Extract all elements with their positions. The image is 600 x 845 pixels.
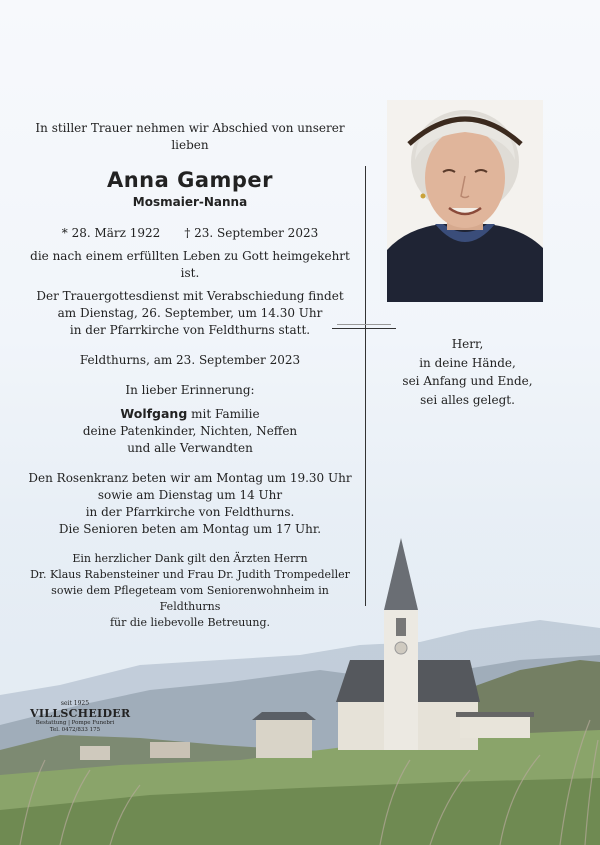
thanks-line: Ein herzlicher Dank gilt den Ärzten Herrn bbox=[72, 552, 308, 565]
mourner-rest: mit Familie bbox=[187, 407, 260, 421]
thanks-line: für die liebevolle Betreuung. bbox=[109, 616, 271, 629]
logo-subtitle: Bestattung | Pompe Funebri bbox=[35, 720, 115, 726]
poem-line: in deine Hände, bbox=[419, 355, 516, 370]
logo-since: seit 1925 bbox=[60, 700, 90, 707]
life-dates bbox=[20, 225, 360, 242]
poem-line: sei alles gelegt. bbox=[420, 392, 515, 407]
rosary-line: Die Senioren beten am Montag um 17 Uhr. bbox=[58, 522, 322, 536]
deceased-name: Anna Gamper bbox=[106, 168, 274, 192]
poem-line: sei Anfang und Ende, bbox=[402, 374, 533, 388]
mourner-line: deine Patenkinder, Nichten, Neffen bbox=[82, 424, 298, 438]
poem-line: Herr, bbox=[451, 337, 484, 351]
cross-vertical bbox=[365, 166, 366, 606]
cross-horizontal bbox=[332, 328, 396, 329]
service-line: Der Trauergottesdienst mit Verabschiedung findet bbox=[36, 289, 344, 303]
service-block bbox=[20, 288, 360, 339]
intro-line: In stiller Trauer nehmen wir Abschied von unserer lieben bbox=[35, 121, 345, 152]
funeral-home-logo bbox=[30, 700, 131, 734]
logo-phone: Tel. 0472/833 175 bbox=[49, 727, 101, 733]
logo-brand: VILLSCHEIDER bbox=[30, 707, 131, 720]
service-line: am Dienstag, 26. September, um 14.30 Uhr bbox=[57, 306, 323, 320]
death-date: † 23. September 2023 bbox=[184, 226, 319, 240]
rosary-block bbox=[20, 470, 360, 538]
mourner-name: Wolfgang bbox=[120, 406, 188, 421]
cross-horizontal-shadow bbox=[337, 324, 391, 325]
deceased-nickname: Mosmaier-Nanna bbox=[132, 195, 248, 209]
mourner-line: und alle Verwandten bbox=[127, 441, 253, 455]
place-date: Feldthurns, am 23. September 2023 bbox=[79, 353, 301, 367]
portrait-illustration bbox=[387, 100, 543, 302]
poem bbox=[385, 335, 550, 409]
portrait-photo bbox=[387, 100, 543, 302]
service-line: in der Pfarrkirche von Feldthurns statt. bbox=[69, 323, 311, 337]
rosary-line: in der Pfarrkirche von Feldthurns. bbox=[85, 505, 295, 519]
obituary-text bbox=[20, 118, 360, 631]
birth-date: * 28. März 1922 bbox=[61, 226, 161, 240]
thanks-line: Dr. Klaus Rabensteiner und Frau Dr. Judith Trompedeller bbox=[30, 568, 350, 581]
rosary-line: sowie am Dienstag um 14 Uhr bbox=[97, 488, 283, 502]
thanks-block bbox=[20, 551, 360, 631]
life-line: die nach einem erfüllten Leben zu Gott heimgekehrt ist. bbox=[30, 249, 350, 280]
mourners-block bbox=[20, 405, 360, 457]
memory-heading: In lieber Erinnerung: bbox=[125, 383, 255, 397]
mourner-main bbox=[20, 405, 360, 423]
thanks-line: sowie dem Pflegeteam vom Seniorenwohnheim in Feldthurns bbox=[51, 584, 329, 613]
rosary-line: Den Rosenkranz beten wir am Montag um 19.30 Uhr bbox=[28, 471, 352, 485]
